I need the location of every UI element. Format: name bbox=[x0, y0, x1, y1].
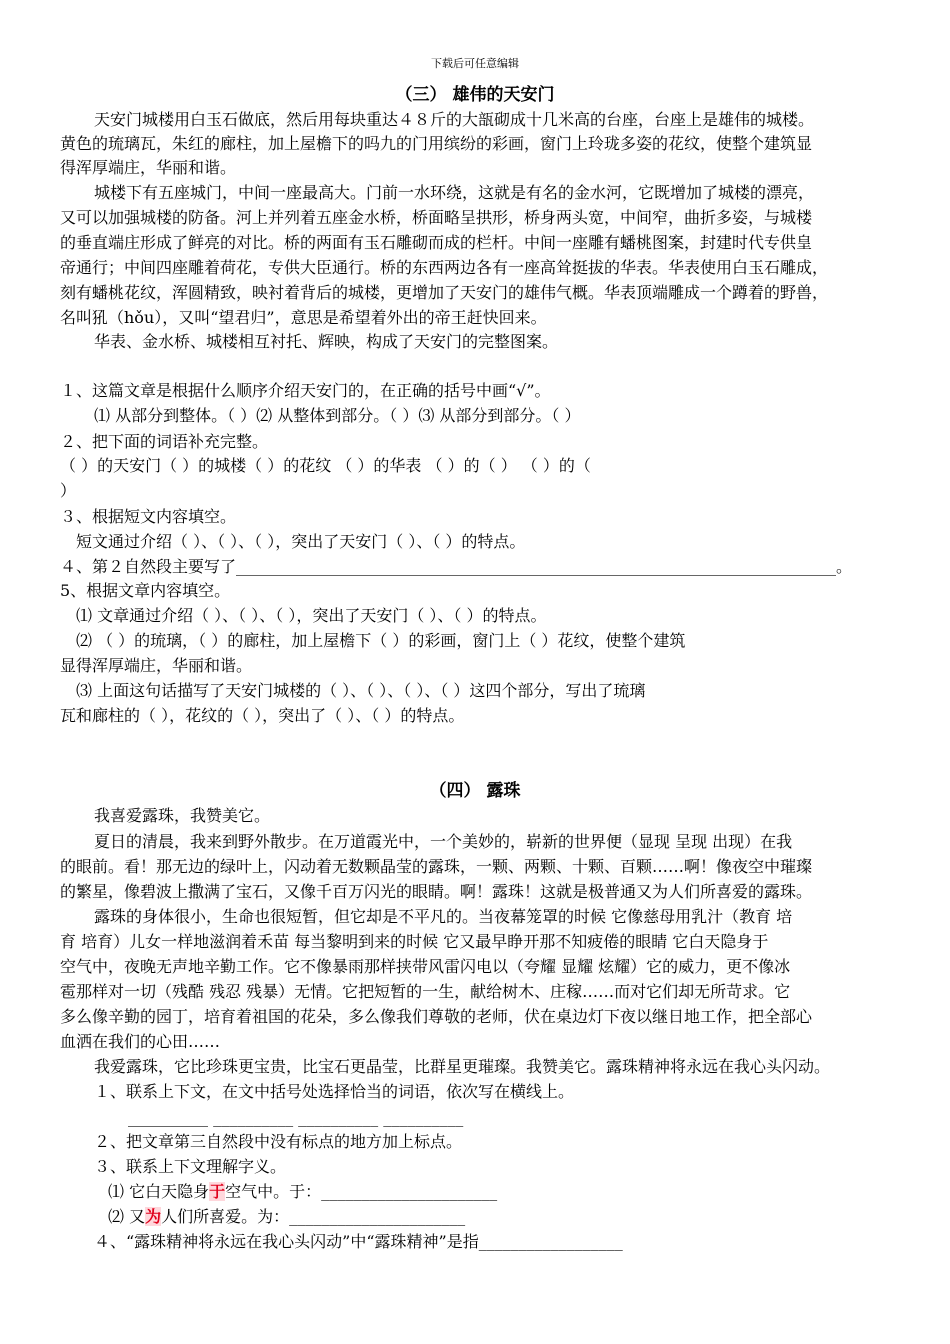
s4-question-4: ４、“露珠精神将永远在我心头闪动”中“露珠精神”是指__________________ bbox=[94, 1232, 623, 1251]
page-header-note: 下载后可任意编辑 bbox=[431, 57, 519, 70]
s3-line: 刻有蟠桃花纹，浑圆精致，映衬着背后的城楼，更增加了天安门的雄伟气概。华表顶端雕成一个蹲着的野兽， bbox=[60, 283, 829, 302]
section4-title: （四） 露珠 bbox=[429, 781, 521, 801]
s3-line: 天安门城楼用白玉石做底，然后用每块重达４８斤的大瓿砌成十几米高的台座，台座上是雄伟的城楼。 bbox=[94, 110, 815, 129]
s4-line: 露珠的身体很小，生命也很短暂，但它却是不平凡的。当夜幕笼罩的时候 它像慈母用乳汁（教育 培 bbox=[94, 907, 793, 926]
s3-question: ⑶ 上面这句话描写了天安门城楼的（ ）、（ ）、（ ）、（ ）这四个部分，写出了琉璃 bbox=[76, 681, 646, 700]
s4-line: 血洒在我们的心田…… bbox=[60, 1032, 221, 1051]
highlighted-character: 于 bbox=[209, 1182, 226, 1201]
s3-question: ） bbox=[60, 481, 77, 500]
s3-line: 又可以加强城楼的防备。河上并列着五座金水桥，桥面略呈拱形，桥身两头宽，中间窄，曲折多姿，与城楼 bbox=[60, 208, 813, 227]
s3-question: 5、根据文章内容填空。 bbox=[60, 581, 231, 600]
section3-title: （三） 雄伟的天安门 bbox=[395, 85, 555, 105]
s4-question-3a bbox=[60, 1182, 948, 1202]
s4-answer-blanks: __________ __________ __________ __________ bbox=[128, 1108, 464, 1127]
s4-question-3b bbox=[60, 1207, 948, 1227]
q3b-suffix: 人们所喜爱。为：______________________ bbox=[161, 1207, 466, 1226]
q3a-prefix: ⑴ 它白天隐身 bbox=[108, 1182, 210, 1201]
q3b-prefix: ⑵ 又 bbox=[108, 1207, 146, 1226]
s4-line: 多么像辛勤的园丁，培育着祖国的花朵，多么像我们尊敬的老师，伏在桌边灯下夜以继日地工作，把全部心 bbox=[60, 1007, 813, 1026]
s3-line: 名叫犼（hǒu），又叫“望君归”，意思是希望着外出的帝王赶快回来。 bbox=[60, 308, 547, 327]
s4-question-2: ２、把文章第三自然段中没有标点的地方加上标点。 bbox=[94, 1132, 463, 1151]
s3-line: 得浑厚端庄，华丽和谐。 bbox=[60, 158, 237, 177]
s3-question: 瓦和廊柱的（ ），花纹的（ ），突出了（ ）、（ ）的特点。 bbox=[60, 706, 465, 725]
s3-line: 帝通行；中间四座雕着荷花，专供大臣通行。桥的东西两边各有一座高耸挺拔的华表。华表使用白玉石雕成， bbox=[60, 258, 829, 277]
s3-question: ４、第２自然段主要写了___________________________________________________________________________。 bbox=[60, 557, 853, 576]
s3-question: （ ）的天安门（ ）的城楼（ ）的花纹 （ ）的华表 （ ）的（ ） （ ）的（ bbox=[60, 456, 591, 475]
s3-question: ⑴ 从部分到整体。（ ）⑵ 从整体到部分。（ ）⑶ 从部分到部分。（ ） bbox=[94, 406, 581, 425]
s3-line: 黄色的琉璃瓦，朱红的廊柱，加上屋檐下的吗九的门用缤纷的彩画，窗门上玲珑多姿的花纹，使整个建筑显 bbox=[60, 134, 813, 153]
q3a-suffix: 空气中。于：______________________ bbox=[225, 1182, 498, 1201]
highlighted-character: 为 bbox=[145, 1207, 162, 1226]
s3-question: １、这篇文章是根据什么顺序介绍天安门的，在正确的括号中画“√”。 bbox=[60, 381, 551, 400]
s3-question: ３、根据短文内容填空。 bbox=[60, 507, 237, 526]
s4-question-1: １、联系上下文，在文中括号处选择恰当的词语，依次写在横线上。 bbox=[94, 1082, 575, 1101]
s3-question: ２、把下面的词语补充完整。 bbox=[60, 432, 269, 451]
s3-line: 的垂直端庄形成了鲜亮的对比。桥的两面有玉石雕砌而成的栏杆。中间一座雕有蟠桃图案，封建时代专供皇 bbox=[60, 233, 813, 252]
s4-question-3: ３、联系上下文理解字义。 bbox=[94, 1157, 287, 1176]
s4-line: 我喜爱露珠，我赞美它。 bbox=[94, 806, 271, 825]
s3-line: 城楼下有五座城门，中间一座最高大。门前一水环绕，这就是有名的金水河，它既增加了城楼的漂亮， bbox=[94, 183, 815, 202]
s3-question: ⑵ （ ）的琉璃，（ ）的廊柱，加上屋檐下（ ）的彩画，窗门上（ ）花纹，使整个建筑 bbox=[76, 631, 686, 650]
s4-line: 我爱露珠，它比珍珠更宝贵，比宝石更晶莹，比群星更璀璨。我赞美它。露珠精神将永远在我心头闪动。 bbox=[94, 1057, 831, 1076]
s4-line: 雹那样对一切（残酷 残忍 残暴）无情。它把短暂的一生，献给树木、庄稼……而对它们却无所苛求。它 bbox=[60, 982, 791, 1001]
s4-line: 育 培育）儿女一样地滋润着禾苗 每当黎明到来的时候 它又最早睁开那不知疲倦的眼睛 它白天隐身于 bbox=[60, 932, 769, 951]
s3-question: 短文通过介绍（ ）、（ ）、（ ），突出了天安门（ ）、（ ）的特点。 bbox=[76, 532, 526, 551]
s3-question: 显得浑厚端庄，华丽和谐。 bbox=[60, 656, 253, 675]
s4-line: 夏日的清晨，我来到野外散步。在万道霞光中，一个美妙的，崭新的世界便（显现 呈现 出现）在我 bbox=[94, 832, 793, 851]
s4-line: 的繁星，像碧波上撒满了宝石，又像千百万闪光的眼睛。啊！露珠！这就是极普通又为人们所喜爱的露珠。 bbox=[60, 882, 813, 901]
s3-line: 华表、金水桥、城楼相互衬托、辉映，构成了天安门的完整图案。 bbox=[94, 332, 559, 351]
s3-question: ⑴ 文章通过介绍（ ）、（ ）、（ ），突出了天安门（ ）、（ ）的特点。 bbox=[76, 606, 547, 625]
s4-line: 空气中，夜晚无声地辛勤工作。它不像暴雨那样挟带风雷闪电以（夸耀 显耀 炫耀）它的威力，更不像冰 bbox=[60, 957, 791, 976]
s4-line: 的眼前。看！那无边的绿叶上，闪动着无数颗晶莹的露珠，一颗、两颗、十颗、百颗……啊！像夜空中璀璨 bbox=[60, 857, 813, 876]
